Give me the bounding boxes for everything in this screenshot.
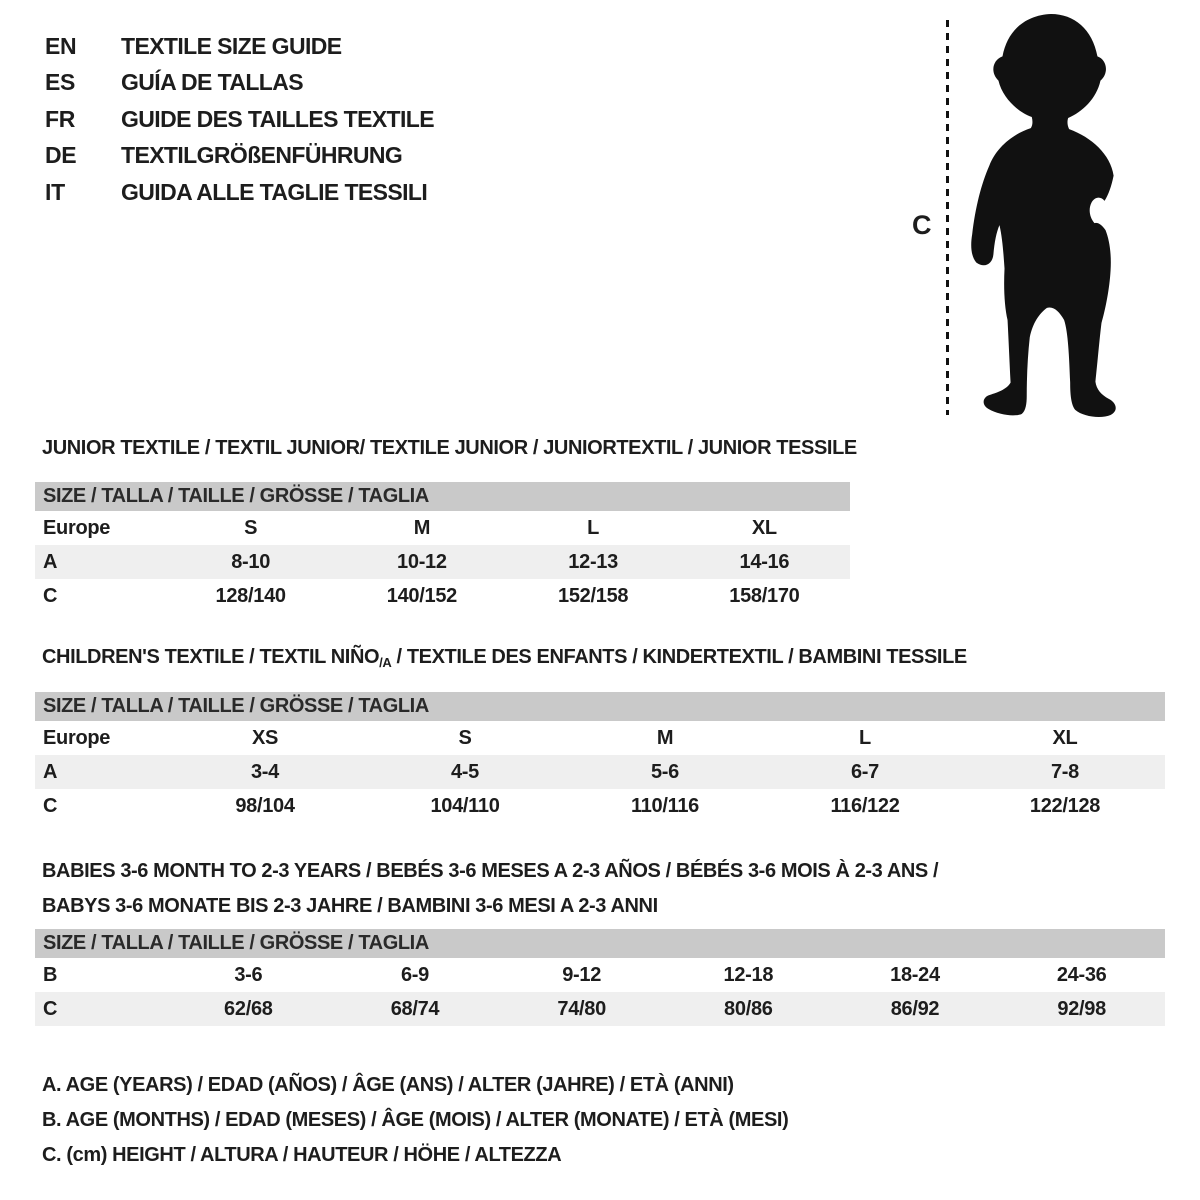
- column-header: Europe: [43, 726, 111, 749]
- row-label: A: [43, 760, 58, 783]
- cell-value: 3-6: [234, 963, 263, 986]
- table-row-europe: [35, 721, 1165, 755]
- size-header-bar: SIZE / TALLA / TAILLE / GRÖSSE / TAGLIA: [35, 692, 1165, 721]
- cell-value: 98/104: [235, 794, 295, 817]
- cell-value: 68/74: [390, 997, 440, 1020]
- cell-value: 12-18: [723, 963, 774, 986]
- cell-value: 14-16: [739, 550, 790, 573]
- section-title-babies-line2: BABYS 3-6 MONATE BIS 2-3 JAHRE / BAMBINI 3-6 MESI A 2-3 ANNI: [42, 895, 658, 917]
- cell-value: 24-36: [1056, 963, 1107, 986]
- column-header: XL: [751, 516, 777, 539]
- column-header: M: [413, 516, 431, 539]
- cell-value: 128/140: [215, 584, 286, 607]
- column-header: Europe: [43, 516, 111, 539]
- cell-value: 12-13: [568, 550, 618, 573]
- baby-silhouette-icon: [962, 14, 1144, 418]
- legend-line-a: A. AGE (YEARS) / EDAD (AÑOS) / ÂGE (ANS) / ALTER (JAHRE) / ETÀ (ANNI): [42, 1074, 734, 1096]
- column-header: S: [458, 726, 472, 749]
- language-code: ES: [45, 69, 76, 96]
- language-row-es: [45, 65, 434, 102]
- title-text: / TEXTILE DES ENFANTS / KINDERTEXTIL / BAMBINI TESSILE: [391, 646, 967, 668]
- cell-value: 10-12: [397, 550, 447, 573]
- row-label: A: [43, 550, 58, 573]
- title-text: CHILDREN'S TEXTILE / TEXTIL NIÑO: [42, 646, 380, 668]
- cell-value: 86/92: [890, 997, 940, 1020]
- language-code: IT: [45, 178, 65, 205]
- language-title: GUÍA DE TALLAS: [121, 69, 303, 96]
- table-row-c: [35, 579, 850, 613]
- language-code: EN: [45, 32, 77, 59]
- table-row-b: [35, 958, 1165, 992]
- measurement-legend: [42, 1068, 788, 1173]
- cell-value: 8-10: [231, 550, 271, 573]
- language-row-it: [45, 174, 434, 211]
- height-measure-label: C: [912, 210, 932, 240]
- section-children-textile: [35, 646, 1165, 823]
- title-subscript: /A: [379, 655, 392, 670]
- language-title: TEXTILGRÖßENFÜHRUNG: [121, 142, 403, 169]
- cell-value: 6-7: [850, 760, 879, 783]
- section-babies-textile: [35, 854, 1165, 1026]
- cell-value: 18-24: [890, 963, 940, 986]
- column-header: XS: [251, 726, 279, 749]
- cell-value: 80/86: [724, 997, 773, 1020]
- column-header: M: [656, 726, 674, 749]
- cell-value: 110/116: [631, 794, 699, 817]
- row-label: C: [43, 794, 58, 817]
- language-code: FR: [45, 105, 76, 132]
- language-title: GUIDA ALLE TAGLIE TESSILI: [121, 178, 428, 205]
- cell-value: 104/110: [430, 794, 500, 817]
- column-header: XL: [1052, 726, 1078, 749]
- section-title-children: [35, 646, 1165, 670]
- language-title: TEXTILE SIZE GUIDE: [121, 32, 342, 59]
- language-code: DE: [45, 142, 77, 169]
- language-row-en: [45, 28, 434, 65]
- junior-size-table: [35, 482, 850, 613]
- language-row-de: [45, 138, 434, 175]
- cell-value: 152/158: [558, 584, 629, 607]
- section-junior-textile: [35, 437, 857, 613]
- section-title-babies-line1: BABIES 3-6 MONTH TO 2-3 YEARS / BEBÉS 3-6 MESES A 2-3 AÑOS / BÉBÉS 3-6 MOIS À 2-3 ANS /: [42, 860, 939, 882]
- baby-height-figure: [900, 0, 1160, 430]
- language-row-fr: [45, 101, 434, 138]
- cell-value: 4-5: [450, 760, 479, 783]
- cell-value: 5-6: [650, 760, 679, 783]
- row-label: B: [43, 963, 58, 986]
- height-measure-line: [946, 20, 949, 415]
- cell-value: 158/170: [729, 584, 800, 607]
- cell-value: 7-8: [1050, 760, 1079, 783]
- legend-line-c: C. (cm) HEIGHT / ALTURA / HAUTEUR / HÖHE / ALTEZZA: [42, 1144, 562, 1166]
- language-list: [45, 28, 434, 211]
- table-row-c: [35, 992, 1165, 1026]
- row-label: C: [43, 584, 58, 607]
- column-header: S: [244, 516, 258, 539]
- babies-size-table: [35, 929, 1165, 1026]
- row-label: C: [43, 997, 58, 1020]
- table-row-europe: [35, 511, 850, 545]
- cell-value: 3-4: [250, 760, 279, 783]
- table-row-a: [35, 545, 850, 579]
- size-header-bar: SIZE / TALLA / TAILLE / GRÖSSE / TAGLIA: [35, 482, 850, 511]
- language-title: GUIDE DES TAILLES TEXTILE: [121, 105, 434, 132]
- cell-value: 122/128: [1029, 794, 1101, 817]
- section-title-junior: JUNIOR TEXTILE / TEXTIL JUNIOR/ TEXTILE JUNIOR / JUNIORTEXTIL / JUNIOR TESSILE: [42, 437, 857, 459]
- cell-value: 92/98: [1057, 997, 1106, 1020]
- table-row-c: [35, 789, 1165, 823]
- table-row-a: [35, 755, 1165, 789]
- cell-value: 116/122: [830, 794, 900, 817]
- cell-value: 9-12: [562, 963, 602, 986]
- cell-value: 6-9: [400, 963, 429, 986]
- cell-value: 62/68: [224, 997, 273, 1020]
- size-header-bar: SIZE / TALLA / TAILLE / GRÖSSE / TAGLIA: [35, 929, 1165, 958]
- legend-line-b: B. AGE (MONTHS) / EDAD (MESES) / ÂGE (MOIS) / ALTER (MONATE) / ETÀ (MESI): [42, 1109, 789, 1131]
- column-header: L: [859, 726, 871, 749]
- children-size-table: [35, 692, 1165, 823]
- column-header: L: [587, 516, 600, 539]
- cell-value: 74/80: [557, 997, 606, 1020]
- cell-value: 140/152: [386, 584, 457, 607]
